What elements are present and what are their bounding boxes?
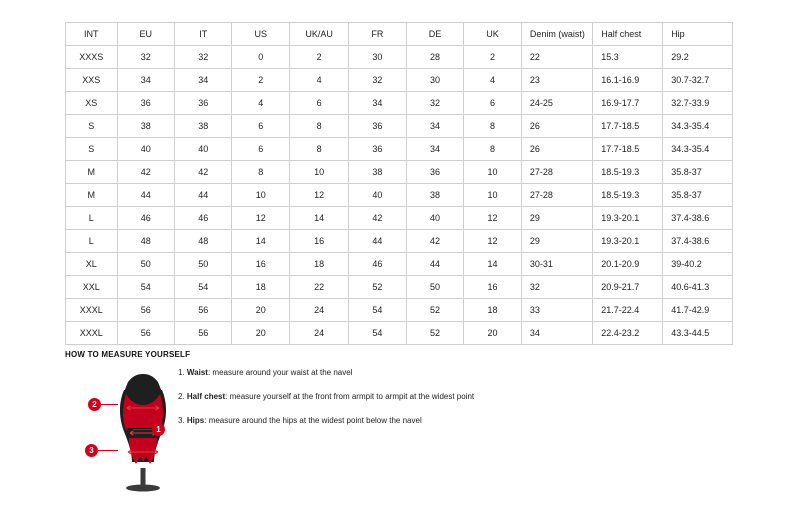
table-cell: 17.7-18.5 [593,115,663,138]
table-cell: 38 [117,115,175,138]
table-cell: 42 [406,230,464,253]
table-cell: 35.8-37 [663,161,733,184]
table-cell: 42 [175,161,232,184]
table-cell: 19.3-20.1 [593,207,663,230]
table-row [66,322,733,345]
cell-size-label: XXXL [66,299,118,322]
table-cell: 18 [290,253,349,276]
table-header [66,23,733,46]
cell-size-label: S [66,115,118,138]
column-header-fr: FR [349,23,407,46]
table-body [66,46,733,345]
table-header-row [66,23,733,46]
table-cell: 6 [232,115,290,138]
table-cell: 16.9-17.7 [593,92,663,115]
table-cell: 50 [175,253,232,276]
table-cell: 0 [232,46,290,69]
table-cell: 34 [117,69,175,92]
cell-size-label: XXXL [66,322,118,345]
measure-note-number: 3. [178,415,187,425]
table-cell: 16.1-16.9 [593,69,663,92]
table-cell: 38 [406,184,464,207]
column-header-us: US [232,23,290,46]
table-cell: 4 [232,92,290,115]
callout-bullet-2: 2 [88,398,101,411]
table-cell: 50 [117,253,175,276]
measure-instructions [178,369,578,440]
table-cell: 36 [349,115,407,138]
table-cell: 24-25 [521,92,592,115]
table-cell: 22 [521,46,592,69]
column-header-it: IT [175,23,232,46]
callout-leader-line-1 [133,429,153,430]
callout-leader-line-3 [98,450,118,451]
table-cell: 2 [290,46,349,69]
table-cell: 52 [406,322,464,345]
table-cell: 56 [117,299,175,322]
table-cell: 22.4-23.2 [593,322,663,345]
cell-size-label: XS [66,92,118,115]
table-cell: 36 [117,92,175,115]
table-cell: 42 [117,161,175,184]
table-cell: 36 [349,138,407,161]
table-row [66,207,733,230]
cell-size-label: M [66,184,118,207]
table-cell: 12 [232,207,290,230]
table-cell: 32 [406,92,464,115]
column-header-int: INT [66,23,118,46]
measure-note-number: 2. [178,391,187,401]
table-cell: 14 [290,207,349,230]
table-cell: 37.4-38.6 [663,207,733,230]
table-cell: 18.5-19.3 [593,161,663,184]
measure-note-number: 1. [178,368,187,377]
table-cell: 24 [290,299,349,322]
table-cell: 22 [290,276,349,299]
column-header-uk: UK [464,23,522,46]
table-cell: 16 [232,253,290,276]
measure-note [178,417,578,426]
table-cell: 34 [175,69,232,92]
measure-note-term: Half chest [186,391,226,401]
table-cell: 38 [349,161,407,184]
table-row [66,161,733,184]
measure-note-text: : measure around your waist at the navel [207,368,353,377]
table-cell: 48 [175,230,232,253]
table-cell: 2 [464,46,522,69]
column-header-uk-au: UK/AU [290,23,349,46]
table-cell: 43.3-44.5 [663,322,733,345]
measure-note-term: Hips [186,415,205,425]
size-table-container [65,22,733,345]
table-row [66,276,733,299]
table-cell: 46 [175,207,232,230]
table-cell: 50 [406,276,464,299]
measure-note-text: : measure yourself at the front from armpit to armpit at the widest point [225,391,475,401]
how-to-measure-title: HOW TO MEASURE YOURSELF [65,350,191,359]
table-cell: 6 [232,138,290,161]
table-cell: 52 [349,276,407,299]
table-cell: 16 [290,230,349,253]
table-cell: 21.7-22.4 [593,299,663,322]
table-cell: 10 [232,184,290,207]
table-cell: 14 [464,253,522,276]
table-cell: 8 [464,138,522,161]
table-cell: 30.7-32.7 [663,69,733,92]
table-cell: 20 [464,322,522,345]
table-cell: 32 [349,69,407,92]
table-cell: 41.7-42.9 [663,299,733,322]
table-cell: 54 [349,299,407,322]
table-cell: 29 [521,230,592,253]
table-cell: 18 [232,276,290,299]
table-cell: 44 [349,230,407,253]
callout-leader-line-2 [101,404,118,405]
cell-size-label: L [66,230,118,253]
table-cell: 32 [117,46,175,69]
table-cell: 16 [464,276,522,299]
table-cell: 38 [175,115,232,138]
table-row [66,92,733,115]
callout-bullet-3: 3 [85,444,98,457]
table-cell: 15.3 [593,46,663,69]
table-cell: 54 [175,276,232,299]
table-cell: 54 [349,322,407,345]
table-cell: 44 [406,253,464,276]
table-cell: 10 [290,161,349,184]
column-header-de: DE [406,23,464,46]
table-cell: 34.3-35.4 [663,138,733,161]
table-cell: 52 [406,299,464,322]
table-cell: 30 [406,69,464,92]
table-cell: 30-31 [521,253,592,276]
table-cell: 40 [117,138,175,161]
table-cell: 34 [521,322,592,345]
table-cell: 40.6-41.3 [663,276,733,299]
table-cell: 4 [464,69,522,92]
table-row [66,115,733,138]
table-cell: 18.5-19.3 [593,184,663,207]
callout-bullet-1: 1 [152,423,165,436]
table-cell: 32 [175,46,232,69]
column-header-eu: EU [117,23,175,46]
table-row [66,253,733,276]
cell-size-label: M [66,161,118,184]
table-cell: 44 [175,184,232,207]
table-row [66,138,733,161]
table-cell: 35.8-37 [663,184,733,207]
table-cell: 23 [521,69,592,92]
measure-note-term: Waist [186,368,208,377]
table-cell: 8 [290,115,349,138]
table-row [66,46,733,69]
table-cell: 20 [232,322,290,345]
table-cell: 33 [521,299,592,322]
table-cell: 20 [232,299,290,322]
table-cell: 12 [464,230,522,253]
column-header-denim-waist: Denim (waist) [521,23,592,46]
cell-size-label: XXS [66,69,118,92]
table-row [66,299,733,322]
cell-size-label: L [66,207,118,230]
table-cell: 20.9-21.7 [593,276,663,299]
measure-note [178,369,578,378]
table-cell: 17.7-18.5 [593,138,663,161]
table-cell: 40 [406,207,464,230]
table-cell: 12 [290,184,349,207]
table-cell: 14 [232,230,290,253]
table-cell: 40 [349,184,407,207]
table-cell: 54 [117,276,175,299]
cell-size-label: XXL [66,276,118,299]
cell-size-label: XL [66,253,118,276]
table-row [66,230,733,253]
table-cell: 10 [464,184,522,207]
table-cell: 19.3-20.1 [593,230,663,253]
column-header-half-chest: Half chest [593,23,663,46]
cell-size-label: S [66,138,118,161]
table-cell: 34 [406,138,464,161]
size-conversion-table [65,22,733,345]
table-cell: 56 [117,322,175,345]
table-cell: 6 [290,92,349,115]
table-cell: 24 [290,322,349,345]
table-cell: 32.7-33.9 [663,92,733,115]
table-cell: 12 [464,207,522,230]
column-header-hip: Hip [663,23,733,46]
table-cell: 27-28 [521,184,592,207]
table-cell: 2 [232,69,290,92]
table-cell: 56 [175,299,232,322]
table-cell: 46 [117,207,175,230]
table-cell: 10 [464,161,522,184]
table-cell: 42 [349,207,407,230]
table-cell: 48 [117,230,175,253]
table-cell: 46 [349,253,407,276]
table-cell: 34 [349,92,407,115]
table-cell: 26 [521,138,592,161]
table-cell: 30 [349,46,407,69]
table-cell: 39-40.2 [663,253,733,276]
table-row [66,184,733,207]
table-cell: 37.4-38.6 [663,230,733,253]
table-cell: 8 [464,115,522,138]
table-cell: 36 [175,92,232,115]
measure-note [178,393,578,402]
table-cell: 56 [175,322,232,345]
table-cell: 27-28 [521,161,592,184]
table-cell: 6 [464,92,522,115]
table-cell: 18 [464,299,522,322]
table-cell: 32 [521,276,592,299]
table-cell: 44 [117,184,175,207]
table-cell: 36 [406,161,464,184]
table-cell: 29 [521,207,592,230]
table-cell: 34 [406,115,464,138]
table-cell: 29.2 [663,46,733,69]
table-cell: 8 [232,161,290,184]
table-cell: 26 [521,115,592,138]
table-cell: 8 [290,138,349,161]
measure-note-text: : measure around the hips at the widest point below the navel [204,415,422,425]
table-cell: 4 [290,69,349,92]
table-cell: 40 [175,138,232,161]
table-row [66,69,733,92]
table-cell: 34.3-35.4 [663,115,733,138]
table-cell: 20.1-20.9 [593,253,663,276]
cell-size-label: XXXS [66,46,118,69]
table-cell: 28 [406,46,464,69]
